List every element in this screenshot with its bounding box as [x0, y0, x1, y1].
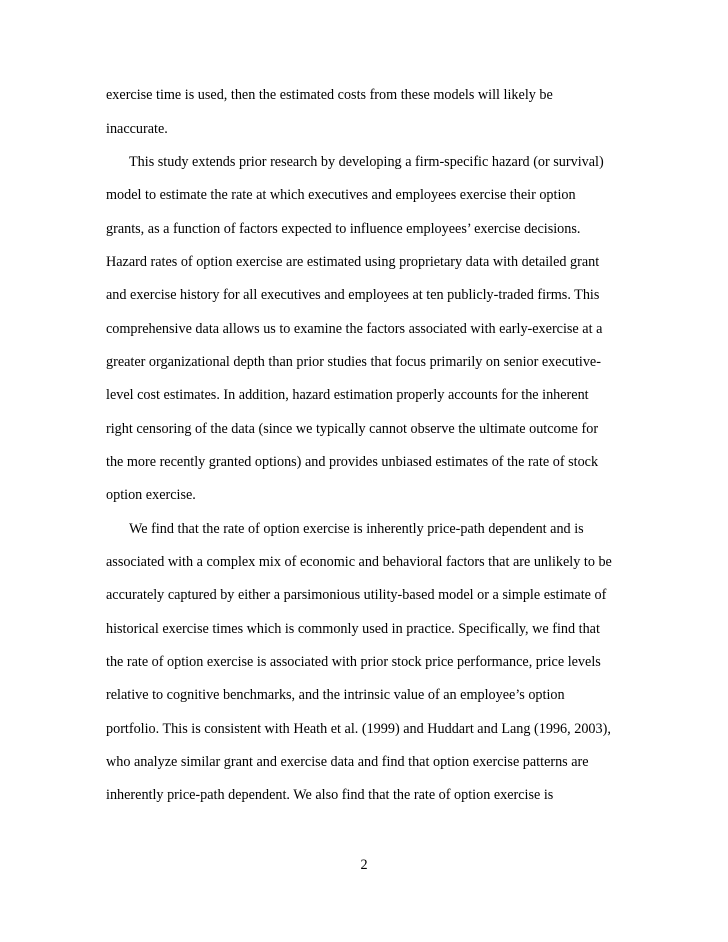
text-line: who analyze similar grant and exercise data and find that option exercise patterns are: [106, 754, 589, 770]
text-line: Hazard rates of option exercise are estimated using proprietary data with detailed grant: [106, 254, 600, 270]
text-line: the rate of option exercise is associated with prior stock price performance, price levels: [106, 654, 601, 670]
text-line: historical exercise times which is commonly used in practice. Specifically, we find that: [106, 621, 600, 637]
text-line: greater organizational depth than prior studies that focus primarily on senior executive-: [106, 354, 601, 370]
text-line: option exercise.: [106, 487, 196, 503]
text-line: right censoring of the data (since we typically cannot observe the ultimate outcome for: [106, 421, 599, 437]
text-line: relative to cognitive benchmarks, and the intrinsic value of an employee’s option: [106, 687, 565, 703]
page-number: 2: [360, 857, 368, 873]
text-line: inaccurate.: [106, 121, 168, 137]
text-line: exercise time is used, then the estimated costs from these models will likely be: [106, 87, 553, 103]
text-line: grants, as a function of factors expected to influence employees’ exercise decisions.: [106, 221, 581, 237]
paragraph-first-line: This study extends prior research by developing a firm-specific hazard (or survival): [129, 154, 604, 170]
text-line: accurately captured by either a parsimonious utility-based model or a simple estimate of: [106, 587, 607, 603]
paragraph-first-line: We find that the rate of option exercise is inherently price-path dependent and is: [129, 521, 584, 537]
text-line: portfolio. This is consistent with Heath et al. (1999) and Huddart and Lang (1996, 2003),: [106, 721, 611, 737]
text-line: inherently price-path dependent. We also find that the rate of option exercise is: [106, 787, 554, 803]
text-line: the more recently granted options) and provides unbiased estimates of the rate of stock: [106, 454, 599, 470]
text-line: model to estimate the rate at which executives and employees exercise their option: [106, 187, 576, 203]
text-line: associated with a complex mix of economic and behavioral factors that are unlikely to be: [106, 554, 612, 570]
text-line: level cost estimates. In addition, hazard estimation properly accounts for the inherent: [106, 387, 589, 403]
text-line: and exercise history for all executives and employees at ten publicly-traded firms. This: [106, 287, 600, 303]
text-line: comprehensive data allows us to examine the factors associated with early-exercise at a: [106, 321, 603, 337]
